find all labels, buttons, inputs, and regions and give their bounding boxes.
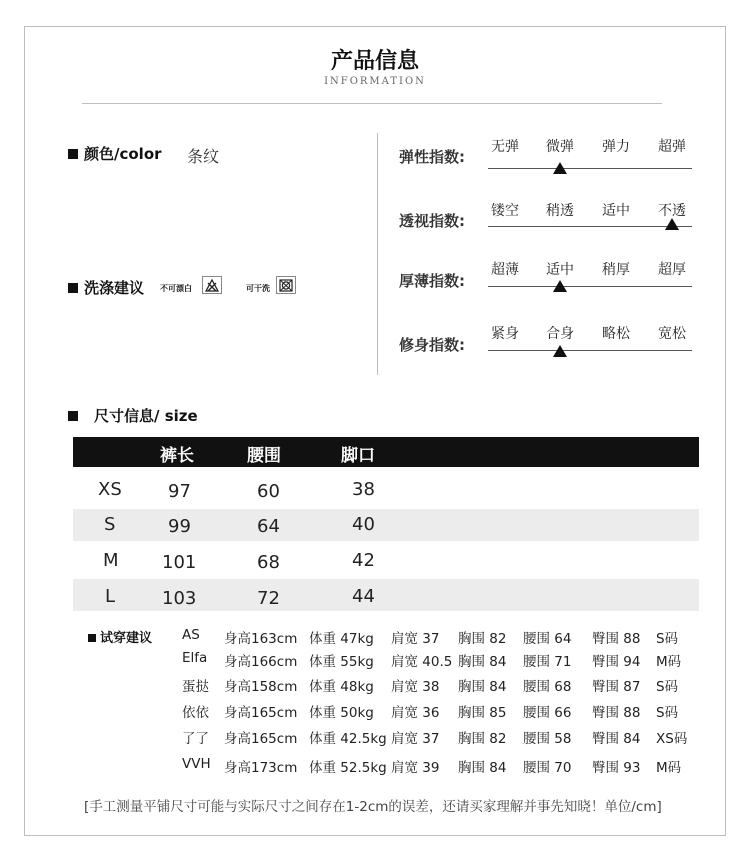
size-cell: 40: [352, 514, 375, 535]
size-cell: L: [105, 586, 116, 607]
fit-cell: S码: [656, 705, 679, 721]
size-cell: 72: [257, 588, 280, 609]
size-cell: S: [104, 514, 116, 535]
fit-cell: 体重 48kg: [309, 679, 374, 695]
fit-person-name: 蛋挞: [182, 679, 209, 695]
size-cell: 44: [352, 586, 375, 607]
thickness-label: 厚薄指数:: [399, 272, 465, 290]
fit-cell: 肩宽 39: [391, 760, 440, 776]
square-bullet-icon: [68, 149, 78, 159]
square-bullet-icon: [68, 283, 78, 293]
fit-cell: 身高166cm: [224, 654, 298, 670]
index-option: 合身: [546, 326, 574, 342]
page-subtitle: INFORMATION: [324, 76, 426, 87]
footer-note: [手工测量平铺尺寸可能与实际尺寸之间存在1-2cm的误差，还请买家理解并事先知晓！单位/cm]: [84, 799, 662, 815]
size-cell: 103: [162, 588, 197, 609]
fit-person-name: AS: [182, 627, 200, 643]
fit-person-name: 了了: [182, 731, 209, 747]
fit-cell: 腰围 64: [523, 631, 572, 647]
fit-cell: XS码: [656, 731, 688, 747]
index-option: 紧身: [491, 326, 519, 342]
index-option: 稍透: [546, 203, 574, 219]
square-bullet-icon: [68, 411, 78, 421]
fit-person-name: 依依: [182, 705, 209, 721]
fit-cell: 胸围 82: [458, 631, 507, 647]
page-title: 产品信息: [330, 49, 419, 74]
index-option: 镂空: [491, 203, 519, 219]
color-section: [68, 143, 162, 164]
fit-cell: 腰围 68: [523, 679, 572, 695]
index-marker-icon: [665, 218, 679, 230]
size-header-cell: 裤长: [160, 446, 194, 466]
size-cell: M: [103, 550, 119, 571]
fit-cell: 胸围 85: [458, 705, 507, 721]
fit-cell: S码: [656, 631, 679, 647]
fit-cell: 肩宽 37: [391, 631, 440, 647]
size-label: 尺寸信息/ size: [94, 407, 198, 425]
fit-index-label: 修身指数:: [399, 336, 465, 354]
wash-label: 洗涤建议: [84, 279, 145, 297]
fit-cell: S码: [656, 679, 679, 695]
index-option: 适中: [602, 203, 630, 219]
index-option: 略松: [602, 326, 630, 342]
index-option: 适中: [546, 262, 574, 278]
index-option: 超弹: [658, 139, 686, 155]
fit-cell: 肩宽 40.5: [391, 654, 453, 670]
fit-cell: 体重 55kg: [309, 654, 374, 670]
size-cell: XS: [98, 479, 122, 500]
square-bullet-icon: [88, 634, 96, 642]
fit-cell: 身高165cm: [224, 731, 298, 747]
color-label: 颜色/color: [84, 145, 162, 163]
index-scale-line: [488, 286, 692, 287]
fit-cell: 腰围 70: [523, 760, 572, 776]
size-cell: 60: [257, 481, 280, 502]
dry-clean-icon: [276, 276, 296, 294]
fit-label: 试穿建议: [100, 631, 153, 646]
size-cell: 42: [352, 550, 375, 571]
fit-cell: 臀围 94: [592, 654, 641, 670]
fit-cell: 肩宽 37: [391, 731, 440, 747]
fit-cell: 肩宽 38: [391, 679, 440, 695]
size-row-stripe: [73, 509, 699, 541]
fit-cell: 身高165cm: [224, 705, 298, 721]
size-cell: 38: [352, 479, 375, 500]
size-header-cell: 腰围: [247, 446, 281, 466]
index-marker-icon: [553, 162, 567, 174]
size-cell: 99: [168, 516, 191, 537]
fit-cell: 肩宽 36: [391, 705, 440, 721]
size-header-cell: 脚口: [341, 446, 375, 466]
index-option: 不透: [658, 203, 686, 219]
index-scale-line: [488, 350, 692, 351]
index-option: 无弹: [491, 139, 519, 155]
index-option: 超厚: [658, 262, 686, 278]
wash-item-text: 可干洗: [246, 284, 270, 293]
fit-person-name: VVH: [182, 756, 211, 772]
index-option: 弹力: [602, 139, 630, 155]
fit-cell: 身高163cm: [224, 631, 298, 647]
fit-cell: 臀围 84: [592, 731, 641, 747]
size-cell: 64: [257, 516, 280, 537]
fit-cell: 腰围 71: [523, 654, 572, 670]
fit-cell: 胸围 84: [458, 760, 507, 776]
fit-cell: 身高173cm: [224, 760, 298, 776]
index-scale-line: [488, 226, 692, 227]
size-cell: 101: [162, 552, 197, 573]
fit-cell: 腰围 66: [523, 705, 572, 721]
index-option: 超薄: [491, 262, 519, 278]
fit-cell: 腰围 58: [523, 731, 572, 747]
fit-cell: 臀围 88: [592, 631, 641, 647]
title-divider: [82, 103, 662, 104]
transparency-label: 透视指数:: [399, 212, 465, 230]
fit-cell: 体重 42.5kg: [309, 731, 387, 747]
fit-cell: 胸围 84: [458, 679, 507, 695]
fit-cell: M码: [656, 760, 682, 776]
size-cell: 68: [257, 552, 280, 573]
fit-person-name: Elfa: [182, 650, 208, 666]
fit-cell: 体重 52.5kg: [309, 760, 387, 776]
fit-cell: 身高158cm: [224, 679, 298, 695]
elasticity-label: 弹性指数:: [399, 148, 465, 166]
fit-section: [88, 627, 152, 646]
fit-cell: 臀围 87: [592, 679, 641, 695]
index-option: 宽松: [658, 326, 686, 342]
wash-item-text: 不可漂白: [160, 284, 192, 293]
index-option: 微弹: [546, 139, 574, 155]
fit-cell: 臀围 93: [592, 760, 641, 776]
index-scale-line: [488, 168, 692, 169]
index-marker-icon: [553, 280, 567, 292]
fit-cell: 胸围 82: [458, 731, 507, 747]
section-divider: [377, 133, 378, 375]
fit-cell: 体重 47kg: [309, 631, 374, 647]
fit-cell: 体重 50kg: [309, 705, 374, 721]
size-cell: 97: [168, 481, 191, 502]
wash-section: [68, 277, 144, 298]
index-option: 稍厚: [602, 262, 630, 278]
color-value: 条纹: [187, 147, 220, 166]
fit-cell: 胸围 84: [458, 654, 507, 670]
no-bleach-icon: [202, 276, 222, 294]
size-section: [68, 405, 198, 426]
fit-cell: M码: [656, 654, 682, 670]
fit-cell: 臀围 88: [592, 705, 641, 721]
index-marker-icon: [553, 345, 567, 357]
